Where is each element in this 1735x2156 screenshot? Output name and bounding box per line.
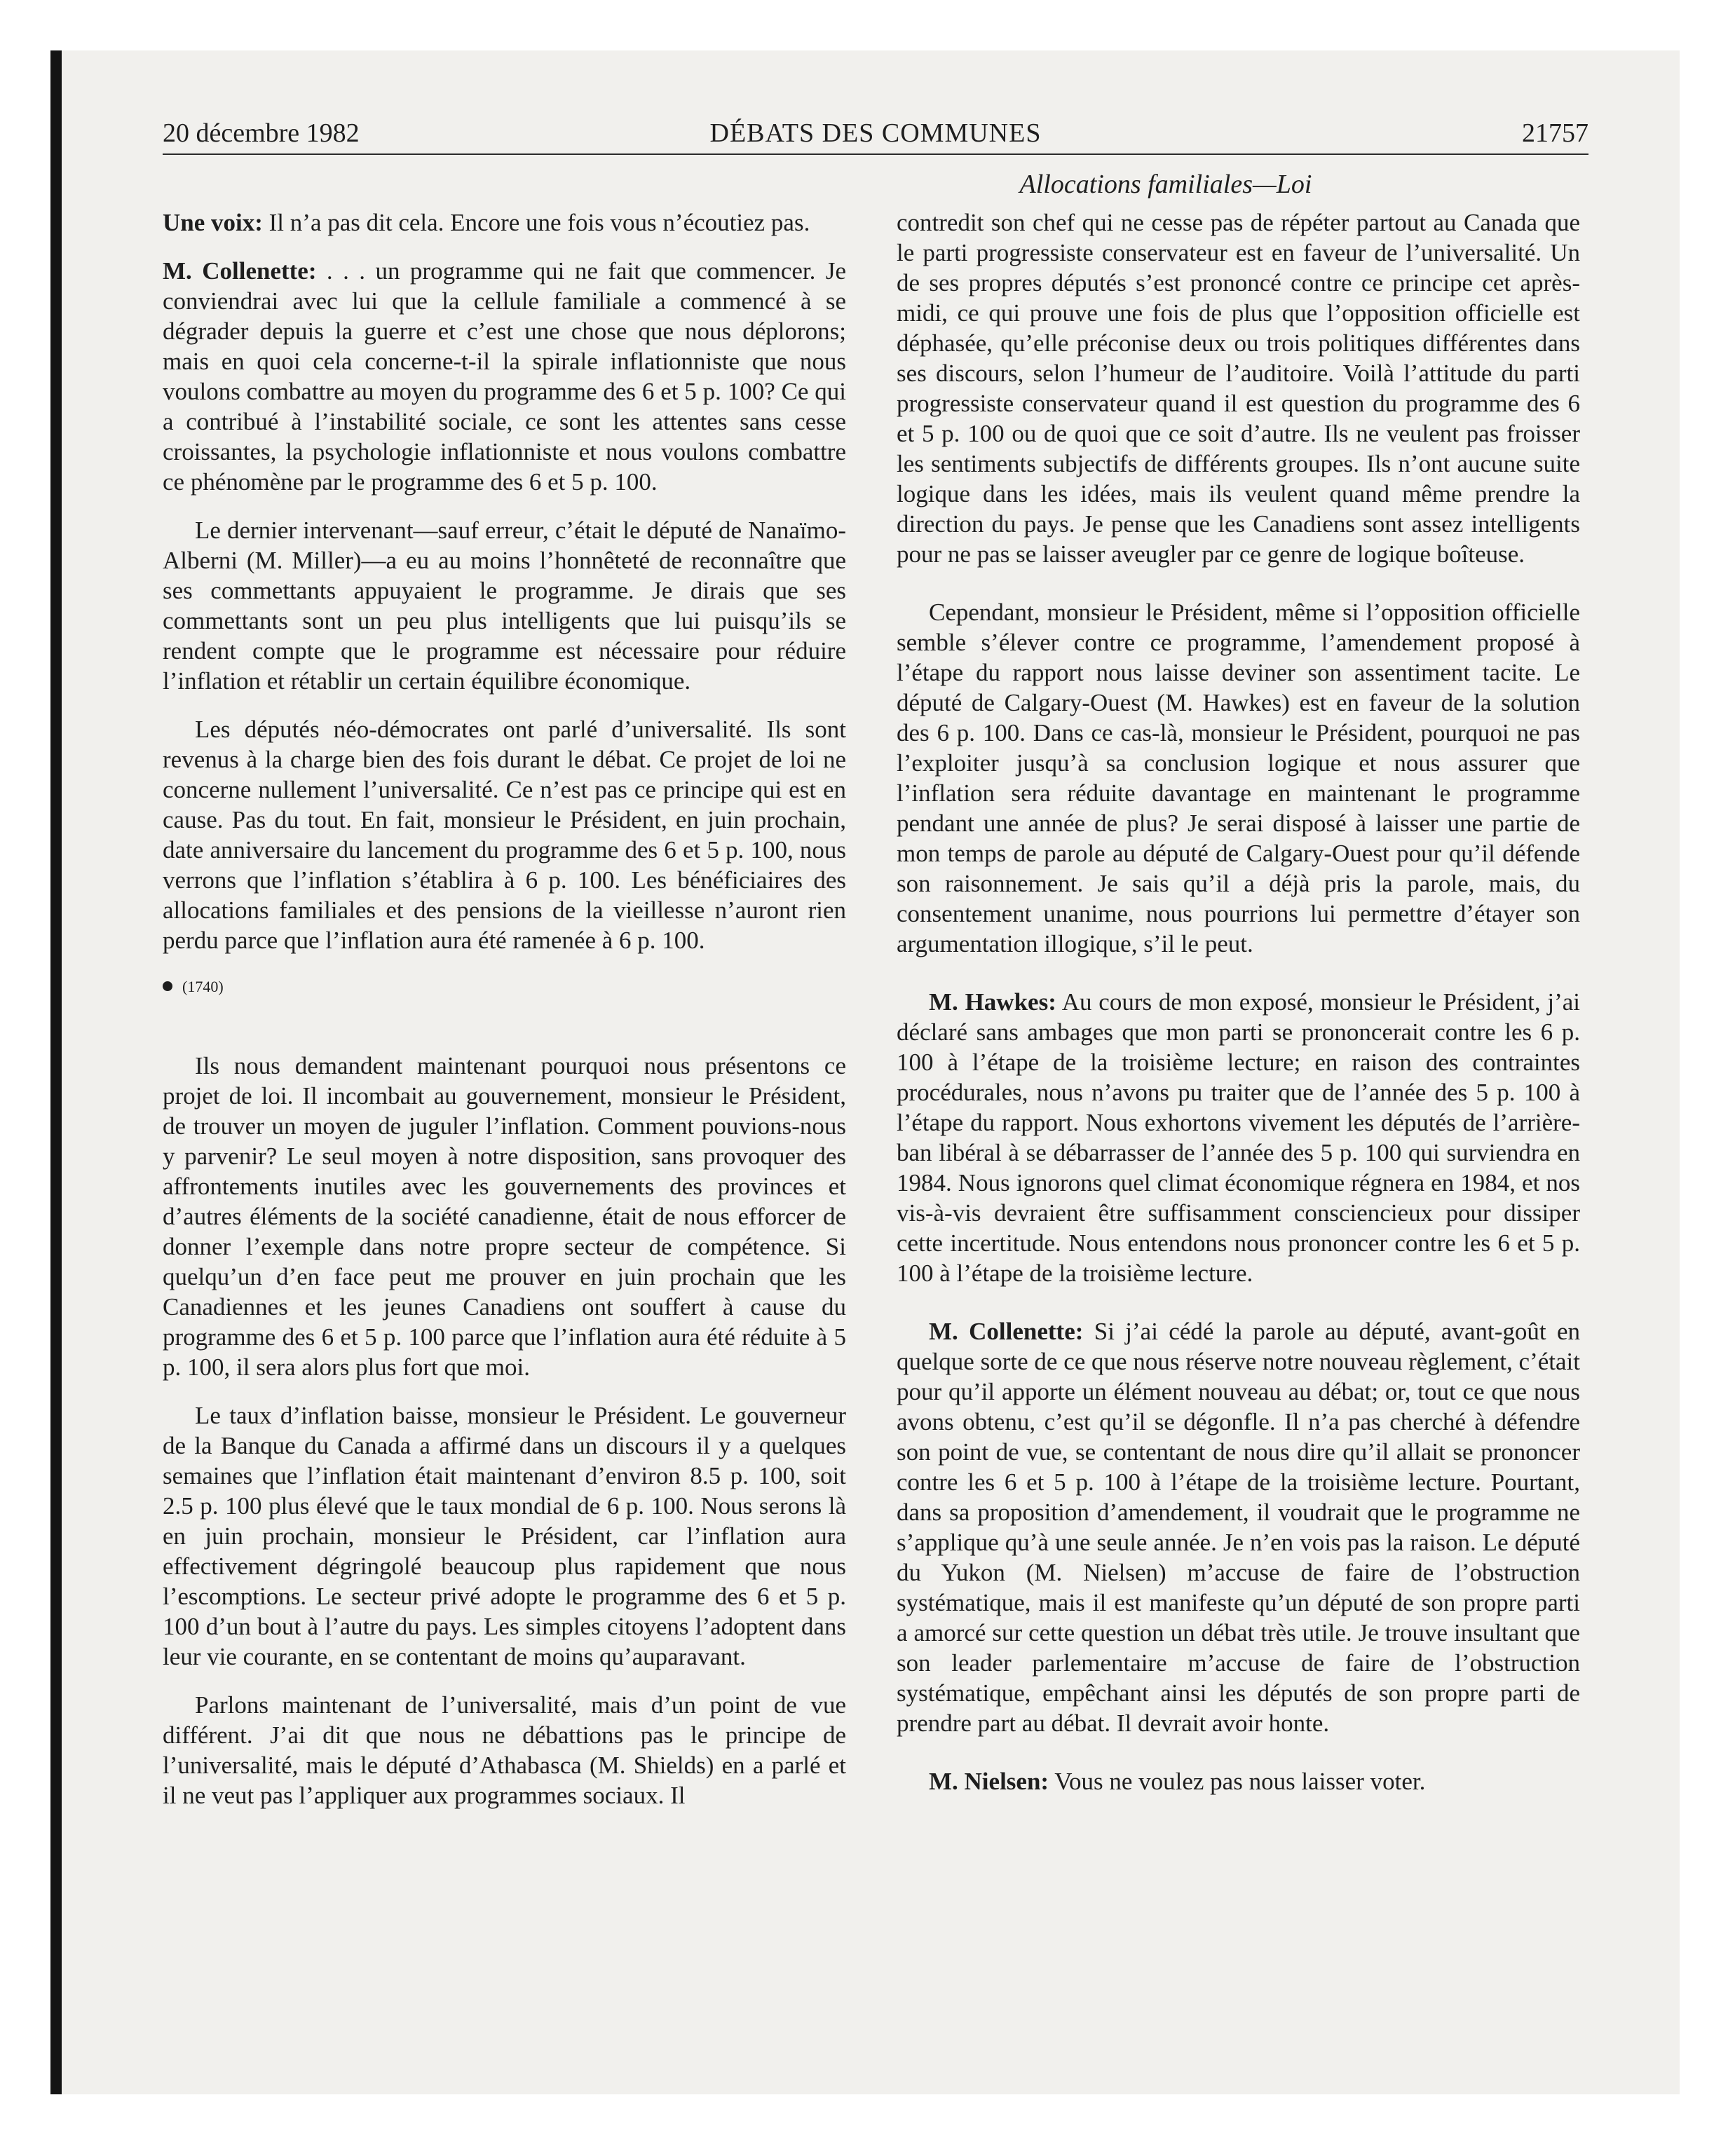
paragraph: Ils nous demandent maintenant pourquoi nous présentons ce projet de loi. Il incombait au gouvernement, monsieur le Président, de trouver un moyen de juguler l’inflation. Comment pouvions-nous y parvenir? Le seul moyen à notre disposition, sans provoquer des affrontements inutiles avec les gouvernements des provinces et d’autres éléments de la société canadienne, était de nous efforcer de donner l’exemple dans notre propre secteur de compétence. Si quelqu’un d’en face peut me prouver en juin prochain que les Canadiennes et les jeunes Canadiens ont souffert à cause du programme des 6 et 5 p. 100 parce que l’inflation aura été réduite à 5 p. 100, il sera alors plus fort que moi. (163, 1052, 846, 1381)
header-title: DÉBATS DES COMMUNES (709, 118, 1042, 148)
scan-edge (50, 50, 62, 2094)
time-marker (163, 976, 846, 997)
paragraph-text: Il n’a pas dit cela. Encore une fois vous n’écoutiez pas. (262, 209, 810, 236)
paragraph: Le dernier intervenant—sauf erreur, c’était le député de Nanaïmo-Alberni (M. Miller)—a eu au moins l’honnêteté de reconnaître que ses commettants appuyaient le programme. Je dirais que ses commettants sont un peu plus intelligents que lui puisqu’ils se rendent compte que le programme est nécessaire pour réduire l’inflation et rétablir un certain équilibre économique. (163, 517, 846, 695)
paragraph (163, 256, 846, 497)
paragraph: contredit son chef qui ne cesse pas de répéter partout au Canada que le parti progressiste conservateur est en faveur de l’universalité. Un de ses propres députés s’est prononcé contre ce principe cet après-midi, ce qui prouve une fois de plus que l’opposition officielle est déphasée, qu’elle préconise deux ou trois politiques différentes dans ses discours, selon l’humeur de l’auditoire. Voilà l’attitude du parti progressiste conservateur quand il est question du programme des 6 et 5 p. 100 ou de quoi que ce soit d’autre. Ils ne veulent pas froisser les sentiments subjectifs de différents groupes. Ils n’ont aucune suite logique dans les idées, mais ils veulent quand même prendre la direction du pays. Je pense que les Canadiens sont assez intelligents pour ne pas se laisser aveugler par ce genre de logique boîteuse. (897, 209, 1580, 568)
speaker-name: M. Collenette: (929, 1318, 1084, 1345)
speaker-name: M. Nielsen: (929, 1768, 1049, 1795)
section-title: Allocations familiales—Loi (1019, 170, 1312, 199)
right-column (897, 207, 1580, 1815)
paragraph-text: Vous ne voulez pas nous laisser voter. (1049, 1768, 1426, 1795)
speaker-name: M. Collenette: (163, 257, 317, 285)
paragraph: Le taux d’inflation baisse, monsieur le Président. Le gouverneur de la Banque du Canada a affirmé dans un discours il y a quelques semaines que l’inflation était maintenant d’environ 8.5 p. 100, soit 2.5 p. 100 plus élevé que le taux mondial de 6 p. 100. Nous serons là en juin prochain, monsieur le Président, car l’inflation aura effectivement dégringolé beaucoup plus rapidement que nous l’escomptions. Le secteur privé adopte le programme des 6 et 5 p. 100 d’un bout à l’autre du pays. Les simples citoyens l’adoptent dans leur vie courante, en se contentant de moins qu’auparavant. (163, 1402, 846, 1670)
header-page-number: 21757 (1522, 118, 1588, 148)
speaker-name: Une voix: (163, 209, 263, 236)
left-column (163, 207, 846, 1829)
paragraph (897, 1766, 1580, 1796)
paragraph: Les députés néo-démocrates ont parlé d’universalité. Ils sont revenus à la charge bien des fois durant le débat. Ce projet de loi ne concerne nullement l’universalité. Ce n’est pas ce principe qui est en cause. Pas du tout. En fait, monsieur le Président, en juin prochain, date anniversaire du lancement du programme des 6 et 5 p. 100, nous verrons que l’inflation s’établira à 6 p. 100. Les bénéficiaires des allocations familiales et des pensions de la vieillesse n’auront rien perdu parce que l’inflation aura été ramenée à 6 p. 100. (163, 716, 846, 954)
paragraph (897, 1316, 1580, 1738)
paragraph-text: Si j’ai cédé la parole au député, avant-goût en quelque sorte de ce que nous réserve notre nouveau règlement, c’était pour qu’il apporte un élément nouveau au débat; or, tout ce que nous avons obtenu, c’est qu’il se dégonfle. Il n’a pas cherché à défendre son point de vue, se contentant de nous dire qu’il allait se prononcer contre les 6 et 5 p. 100 à l’étape de la troisième lecture. Pourtant, dans sa proposition d’amendement, il voudrait que le programme ne s’applique qu’à une seule année. Je n’en vois pas la raison. Le député du Yukon (M. Nielsen) m’accuse de faire de l’obstruction systématique, mais il est manifeste qu’un député de son propre parti a amorcé sur cette question un débat très utile. Je trouve insultant que son leader parlementaire m’accuse de faire de l’obstruction systématique, empêchant ainsi les députés de son propre parti de prendre part au débat. Il devrait avoir honte. (897, 1318, 1580, 1737)
paragraph-text: Au cours de mon exposé, monsieur le Président, j’ai déclaré sans ambages que mon parti se prononcerait contre les 6 p. 100 à l’étape de la troisième lecture; en raison des contraintes procédurales, nous n’avons pu traiter que de l’année des 5 p. 100 à l’étape du rapport. Nous exhortons vivement les députés de l’arrière-ban libéral à se débarrasser de l’année des 5 p. 100 qui surviendra en 1984. Nous ignorons quel climat économique régnera en 1984, et nos vis-à-vis devraient être suffisamment consciencieux pour dissiper cette incertitude. Nous entendons nous prononcer contre les 6 et 5 p. 100 à l’étape de la troisième lecture. (897, 988, 1580, 1287)
speaker-name: M. Hawkes: (929, 988, 1056, 1016)
paragraph (897, 987, 1580, 1288)
page-header (163, 112, 1588, 154)
paragraph-text: . . . un programme qui ne fait que commencer. Je conviendrai avec lui que la cellule familiale a commencé à se dégrader depuis la guerre et c’est une chose que nous déplorons; mais en quoi cela concerne-t-il la spirale inflationniste que nous voulons combattre au moyen du programme des 6 et 5 p. 100? Ce qui a contribué à l’instabilité sociale, ce sont les attentes sans cesse croissantes, la psychologie inflationniste et nous voulons combattre ce phénomène par le programme des 6 et 5 p. 100. (163, 257, 846, 496)
header-rule (163, 153, 1588, 155)
paragraph (163, 207, 846, 238)
paragraph: Parlons maintenant de l’universalité, mais d’un point de vue différent. J’ai dit que nous ne débattions pas le principe de l’universalité, mais le député d’Athabasca (M. Shields) en a parlé et il ne veut pas l’appliquer aux programmes sociaux. Il (163, 1691, 846, 1809)
paragraph: Cependant, monsieur le Président, même si l’opposition officielle semble s’élever contre ce programme, l’amendement proposé à l’étape du rapport nous laisse deviner son assentiment tacite. Le député de Calgary-Ouest (M. Hawkes) est en faveur de la solution des 6 p. 100. Dans ce cas-là, monsieur le Président, pourquoi ne pas l’exploiter jusqu’à sa conclusion logique et nous assurer que l’inflation sera réduite davantage en maintenant le programme pendant une année de plus? Je serai disposé à laisser une partie de mon temps de parole au député de Calgary-Ouest pour qu’il défende son raisonnement. Je sais qu’il a déjà pris la parole, mais, du consentement unanime, nous pourrions lui permettre d’étayer son argumentation illogique, s’il le peut. (897, 599, 1580, 957)
header-date: 20 décembre 1982 (163, 118, 360, 148)
bullet-icon (163, 981, 172, 991)
time-marker-text: (1740) (182, 978, 224, 995)
